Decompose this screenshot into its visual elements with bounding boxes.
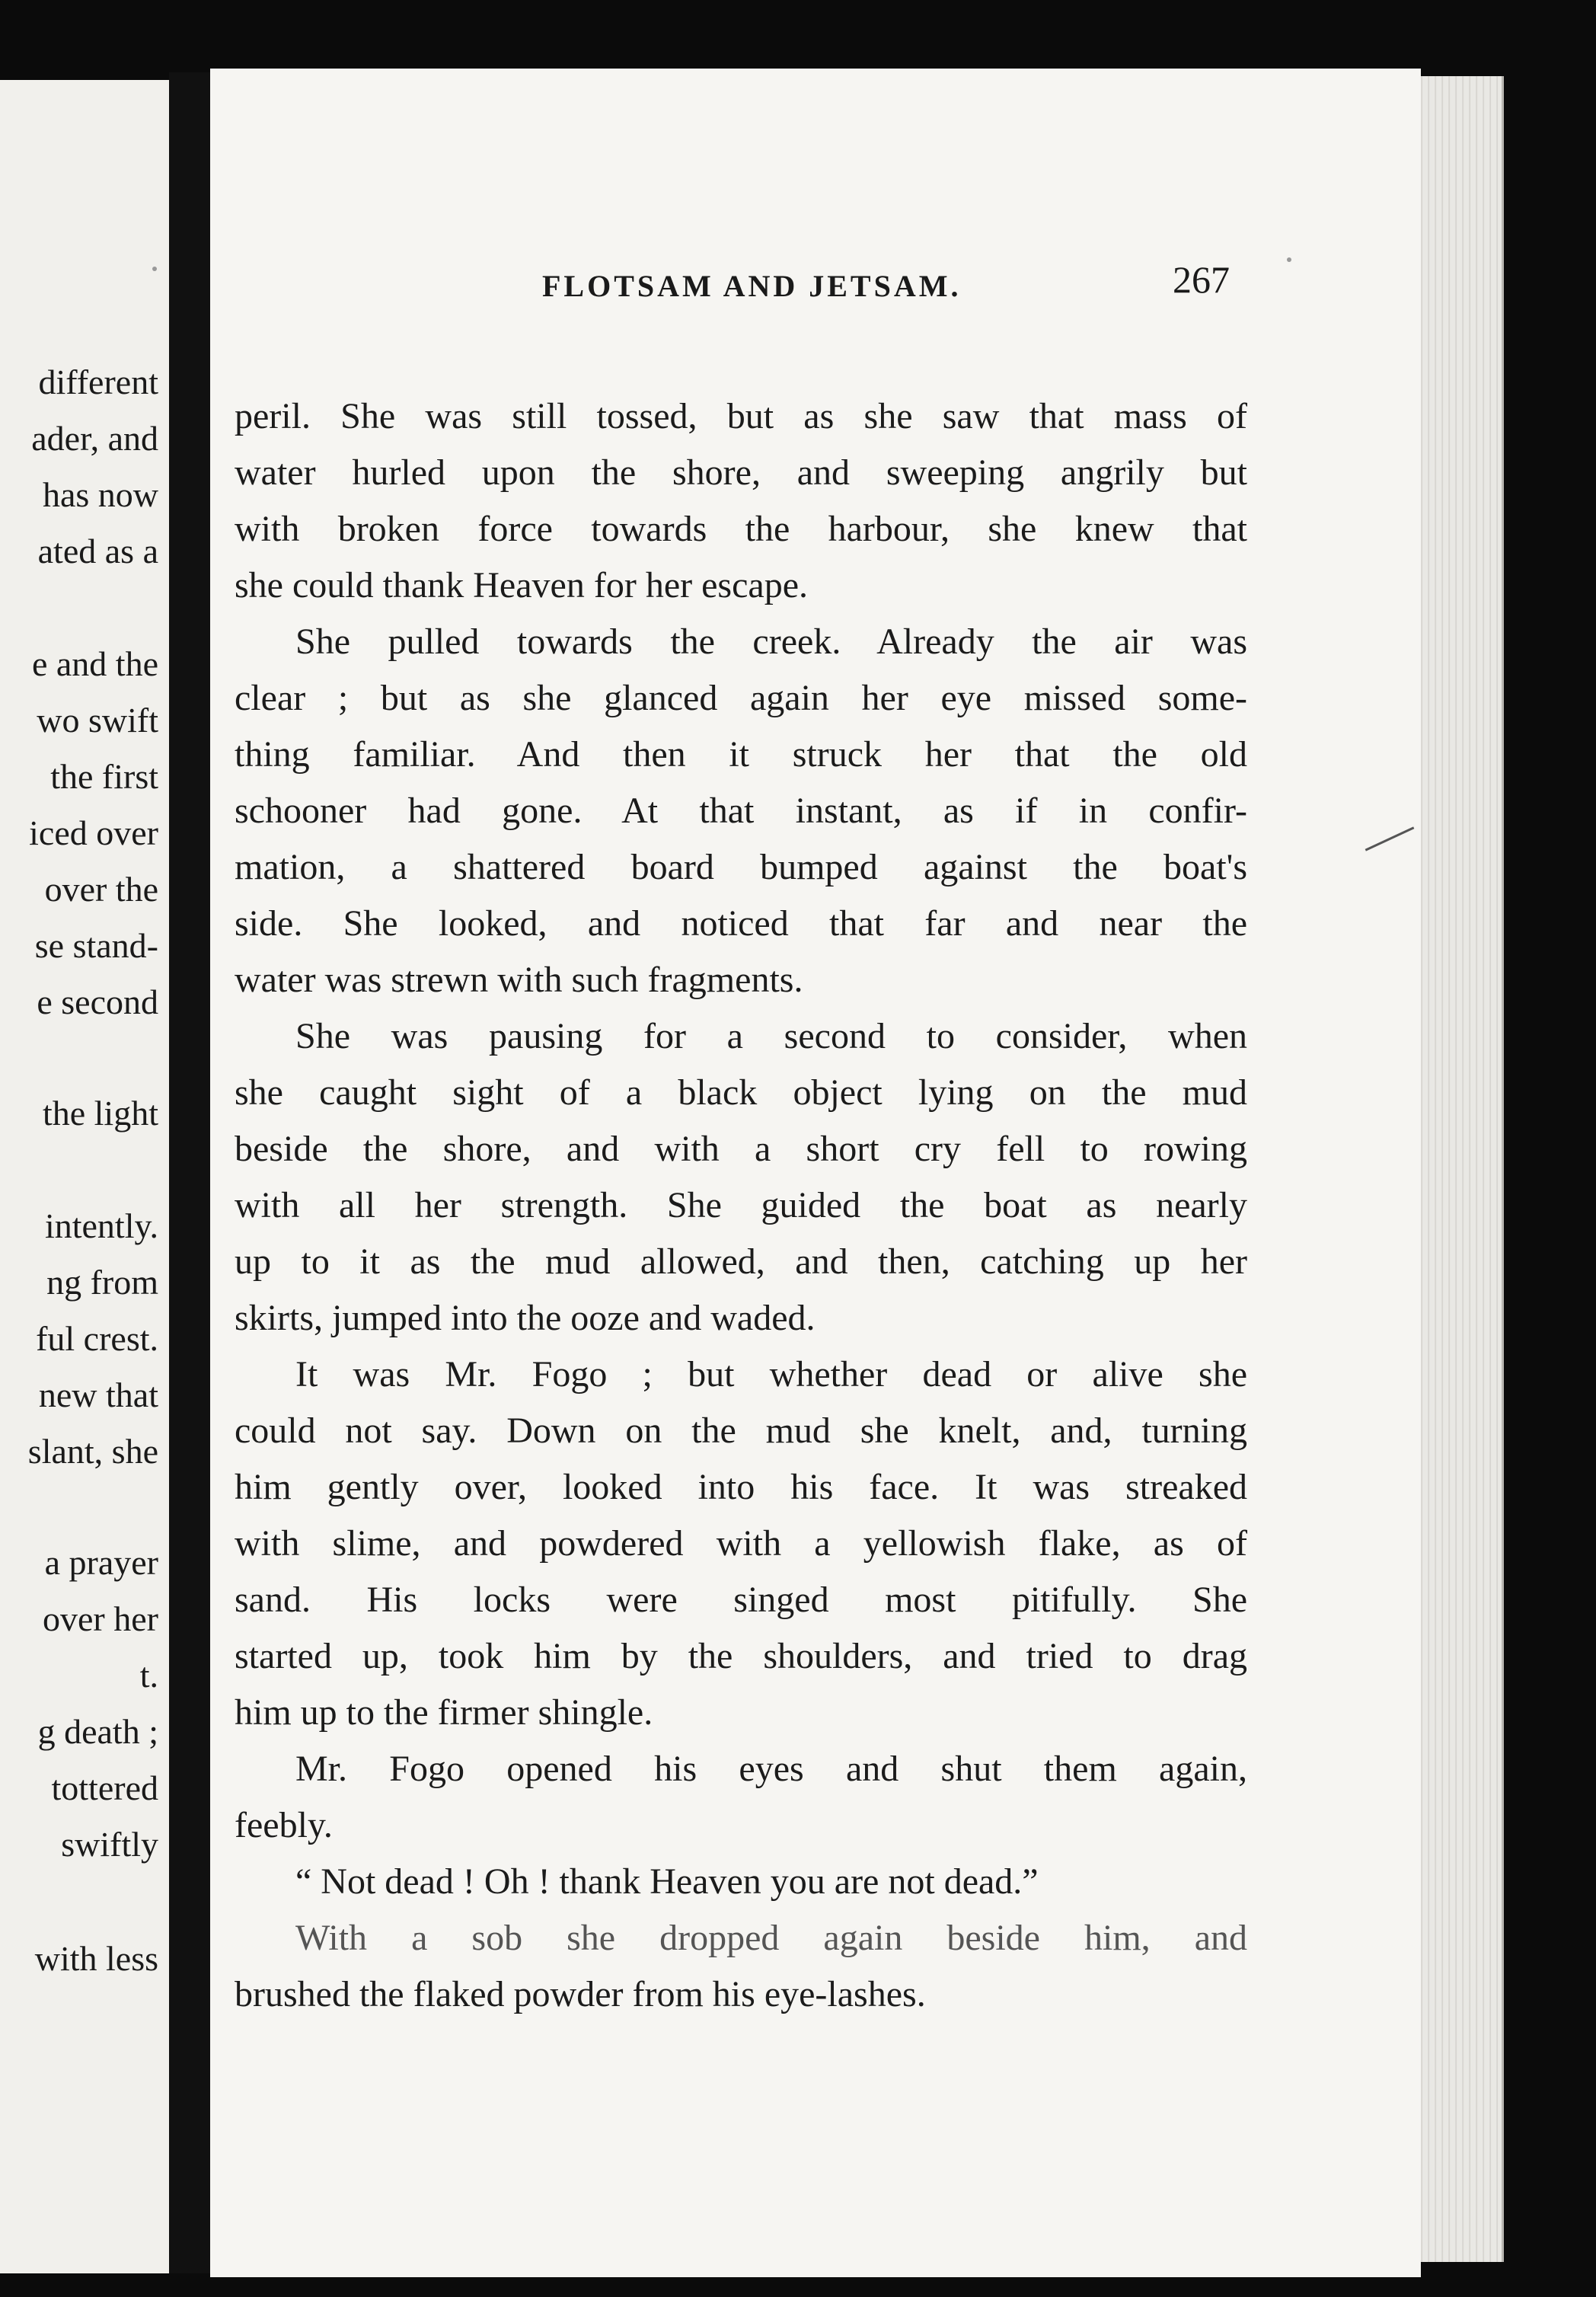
- text-line: With a sob she dropped again beside him, and: [295, 1918, 1247, 1958]
- text-line: She pulled towards the creek. Already the air was: [295, 621, 1247, 662]
- left-page-line: the light: [42, 1094, 158, 1133]
- left-page-line: ader, and: [31, 419, 158, 458]
- running-head: [210, 251, 1421, 312]
- left-page-line: swiftly: [61, 1825, 158, 1864]
- left-page-line: e second: [37, 982, 158, 1021]
- text-line: with all her strength. She guided the boat as nearly: [235, 1185, 1247, 1225]
- text-line: up to it as the mud allowed, and then, catching up her: [235, 1241, 1247, 1282]
- text-line: “ Not dead ! Oh ! thank Heaven you are not dead.”: [295, 1861, 1039, 1902]
- scan-speck: [1287, 257, 1291, 262]
- text-line: schooner had gone. At that instant, as if in confir-: [235, 791, 1247, 831]
- text-line: clear ; but as she glanced again her eye missed some-: [235, 678, 1247, 718]
- body-text: [235, 388, 1247, 2023]
- text-line: started up, took him by the shoulders, and tried to drag: [235, 1636, 1247, 1676]
- text-line: It was Mr. Fogo ; but whether dead or alive she: [295, 1354, 1247, 1394]
- text-line: mation, a shattered board bumped against the boat's: [235, 847, 1247, 887]
- text-line: brushed the flaked powder from his eye-lashes.: [235, 1974, 926, 2014]
- text-line: thing familiar. And then it struck her that the old: [235, 734, 1247, 775]
- text-line: Mr. Fogo opened his eyes and shut them again,: [295, 1749, 1247, 1789]
- text-line: skirts, jumped into the ooze and waded.: [235, 1298, 816, 1338]
- left-page-line: ated as a: [37, 532, 158, 570]
- left-page-fragment: [0, 80, 169, 2273]
- left-page-line: has now: [42, 475, 158, 514]
- left-page-line: ng from: [46, 1263, 158, 1302]
- left-page-line: new that: [38, 1375, 158, 1414]
- left-page-line: tottered: [51, 1768, 158, 1807]
- left-page-line: iced over: [29, 813, 158, 852]
- text-line: sand. His locks were singed most pitifully. She: [235, 1580, 1247, 1620]
- left-page-line: intently.: [44, 1206, 158, 1245]
- left-page-line: a prayer: [44, 1543, 158, 1582]
- text-line: peril. She was still tossed, but as she saw that mass of: [235, 396, 1247, 436]
- left-page-line: e and the: [31, 644, 158, 683]
- left-page-line: slant, she: [27, 1432, 158, 1471]
- left-page-line: wo swift: [37, 701, 158, 740]
- text-line: with broken force towards the harbour, she knew that: [235, 509, 1247, 549]
- left-page-line: ful crest.: [36, 1319, 158, 1358]
- left-page-line: different: [38, 363, 158, 401]
- text-line: could not say. Down on the mud she knelt, and, turning: [235, 1410, 1247, 1451]
- text-line: with slime, and powdered with a yellowish flake, as of: [235, 1523, 1247, 1564]
- left-page-line: the first: [50, 757, 158, 796]
- text-line: She was pausing for a second to consider, when: [295, 1016, 1247, 1056]
- left-page-line: t.: [139, 1656, 158, 1695]
- text-line: water hurled upon the shore, and sweeping angrily but: [235, 452, 1247, 493]
- text-line: she could thank Heaven for her escape.: [235, 565, 808, 605]
- text-line: him gently over, looked into his face. It was streaked: [235, 1467, 1247, 1507]
- text-line: him up to the firmer shingle.: [235, 1692, 653, 1733]
- left-page-line: over her: [43, 1599, 158, 1638]
- left-page-line: se stand-: [34, 926, 158, 965]
- page-number: 267: [1173, 258, 1230, 301]
- text-line: side. She looked, and noticed that far and near the: [235, 903, 1247, 944]
- running-title: FLOTSAM AND JETSAM.: [542, 269, 962, 303]
- right-page: [210, 69, 1421, 2277]
- text-line: she caught sight of a black object lying on the mud: [235, 1072, 1247, 1113]
- left-page-line: with less: [34, 1939, 158, 1978]
- left-page-line: over the: [44, 870, 158, 909]
- book-gutter: [169, 72, 210, 2273]
- text-line: beside the shore, and with a short cry fell to rowing: [235, 1129, 1247, 1169]
- text-line: water was strewn with such fragments.: [235, 960, 803, 1000]
- text-line: feebly.: [235, 1805, 333, 1845]
- scan-speck: [152, 267, 157, 271]
- left-page-line: g death ;: [37, 1712, 158, 1751]
